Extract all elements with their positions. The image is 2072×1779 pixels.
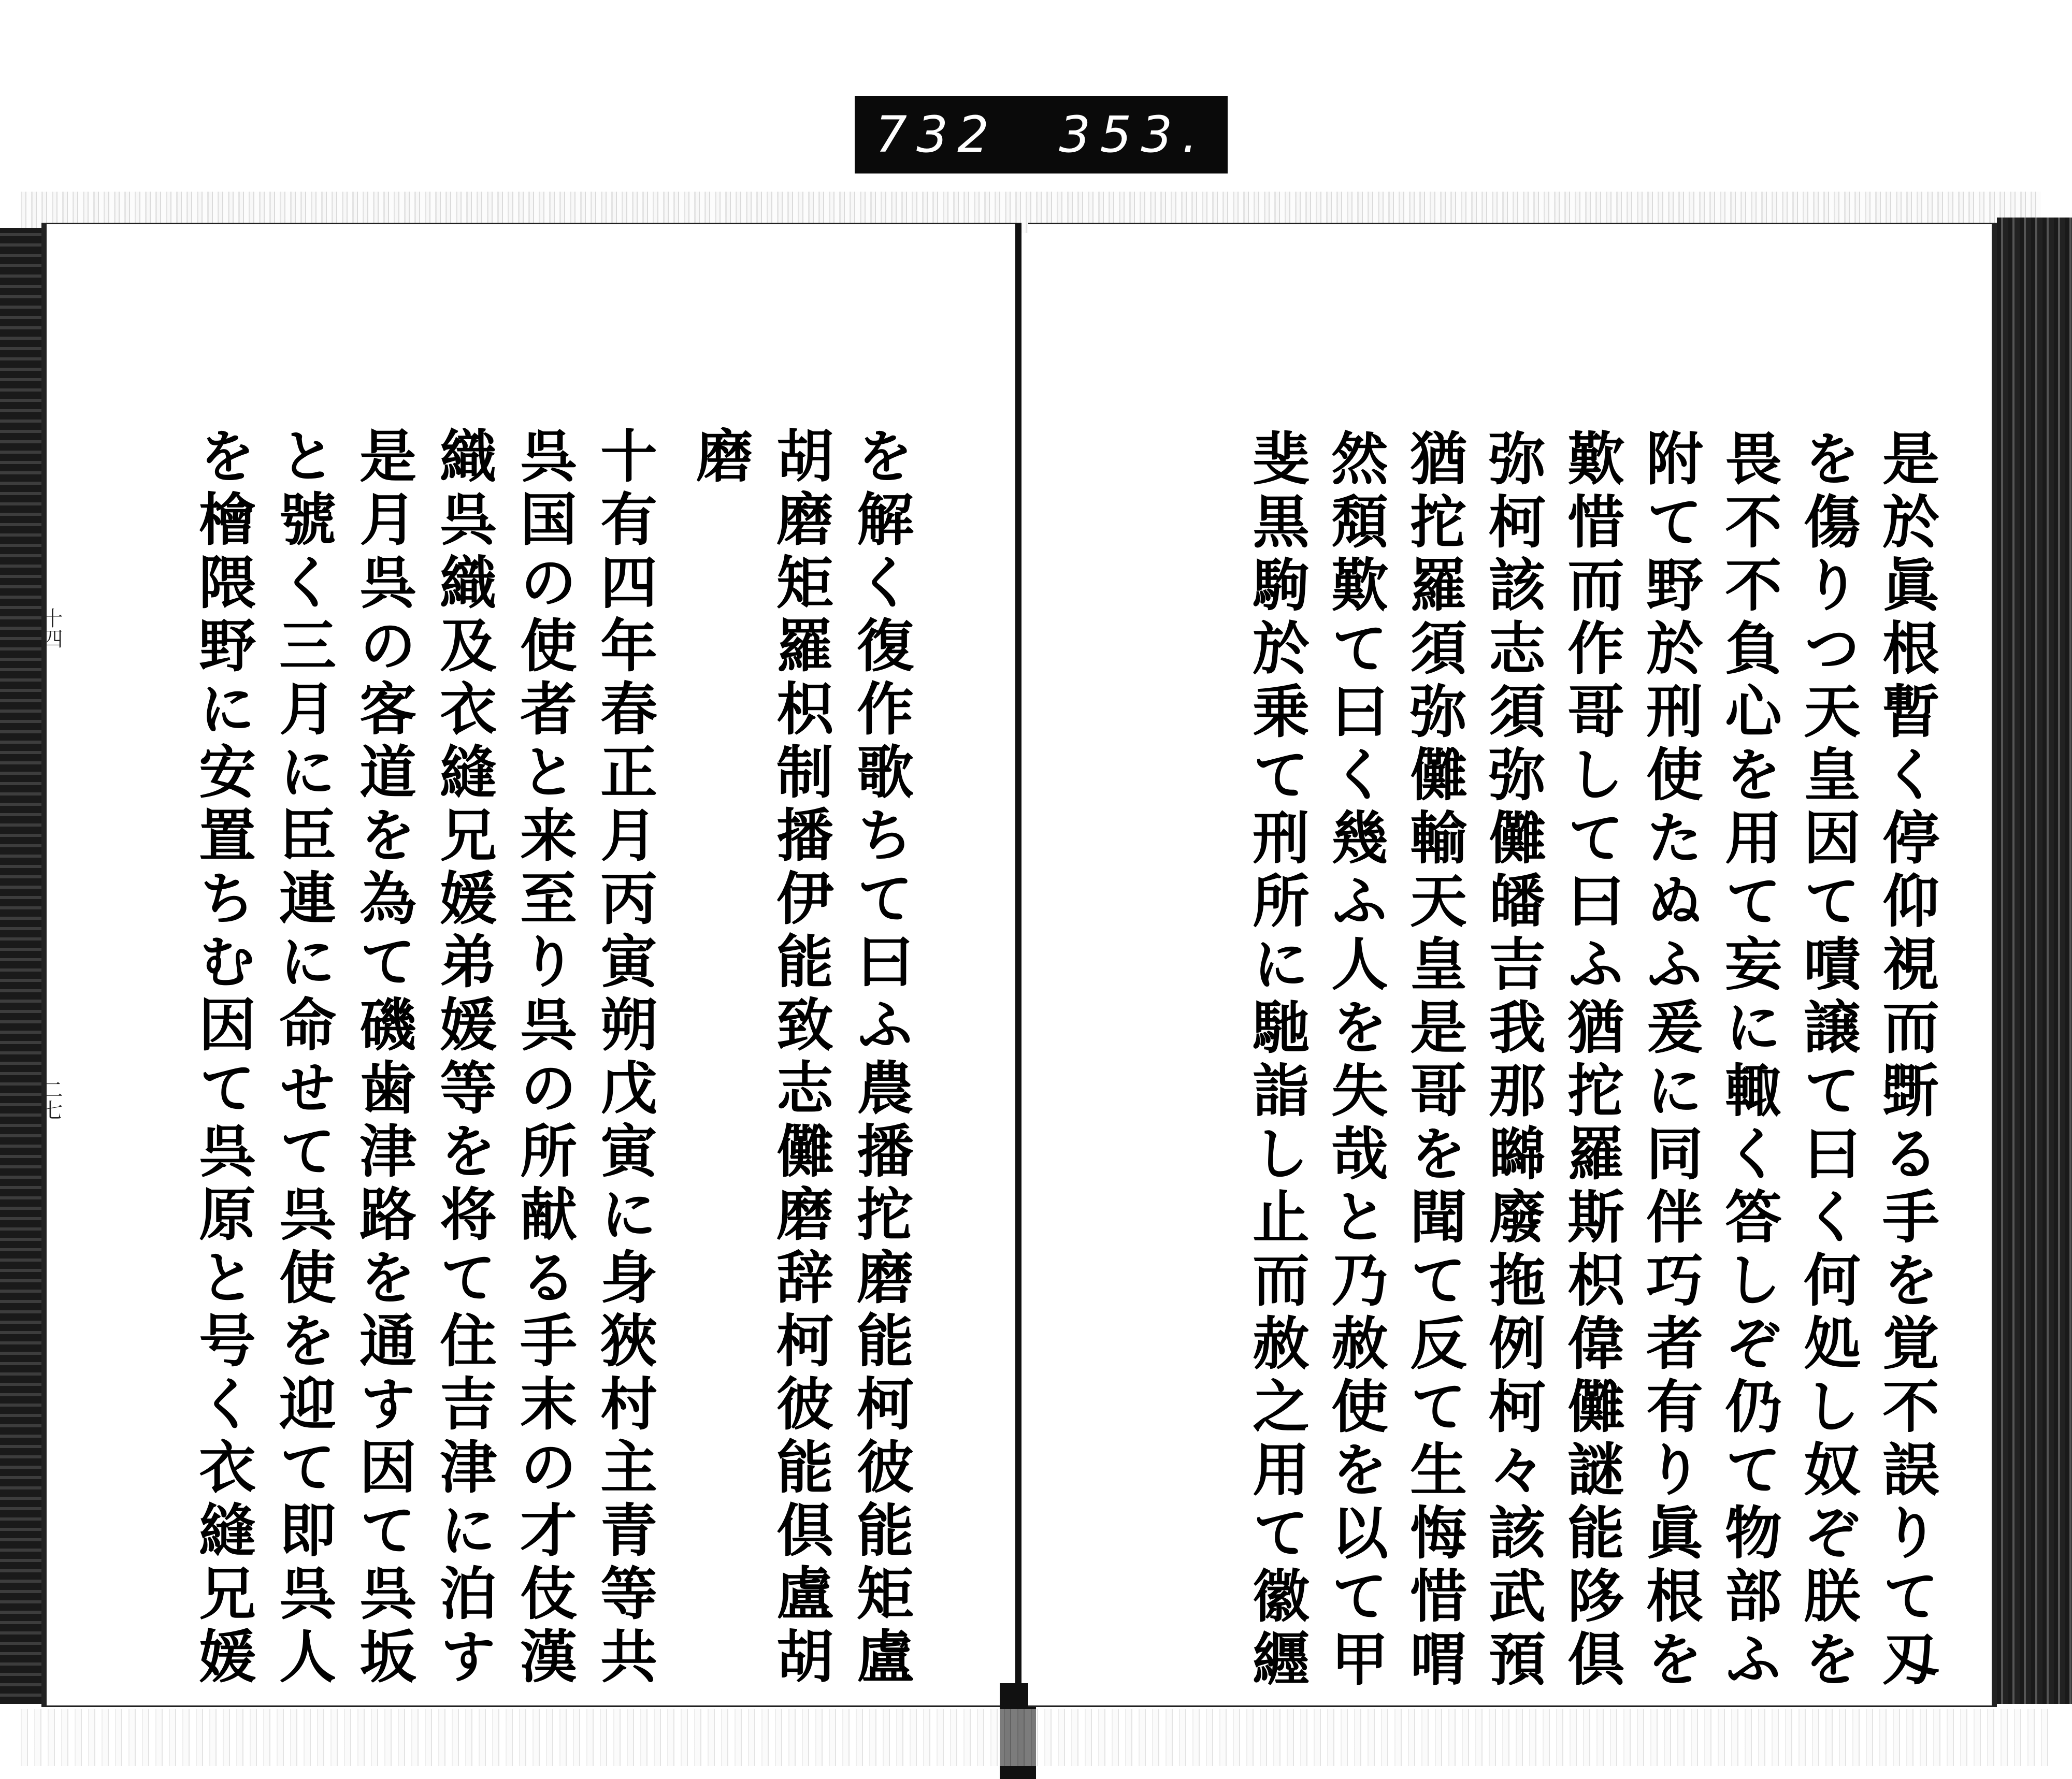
book-edge-right — [1997, 218, 2072, 1704]
right-col-1: 是於眞根暫く停仰視而斲る手を覚不誤りて刄 — [1873, 429, 1940, 1693]
left-col-1: を解く復作歌ちて曰ふ農播拕磨能柯彼能矩盧 — [847, 426, 914, 1690]
right-page — [1028, 223, 1997, 1707]
margin-number-middle: 二七 — [39, 1079, 63, 1120]
book-edge-left — [0, 228, 41, 1704]
book-spine — [1015, 223, 1021, 1704]
right-col-9: 斐黒駒於乗て刑所に馳詣し止而赦之用て徽纒 — [1243, 429, 1310, 1693]
scan-noise-bottom — [21, 1709, 2051, 1766]
right-col-3: 畏不不負心を用て妄に輙く答しぞ仍て物部ふ — [1716, 429, 1782, 1693]
left-col-3: 磨 — [687, 426, 754, 489]
left-page — [41, 223, 1020, 1707]
right-col-5: 歎惜而作哥して曰ふ猶拕羅斯枳偉儺謎能陊倶 — [1558, 429, 1625, 1693]
left-col-7: 是月呉の客道を為て磯歯津路を通す因て呉坂 — [350, 426, 417, 1690]
left-col-2: 胡磨矩羅枳制播伊能致志儺磨辞柯彼能倶盧胡 — [767, 426, 834, 1690]
margin-number-top: 十四 — [39, 608, 63, 649]
left-col-5: 呉国の使者と来至り呉の所献る手末の才伎漢 — [511, 426, 578, 1690]
right-col-8: 然頽歎て曰く幾ふ人を失哉と乃赦使を以て甲 — [1322, 429, 1389, 1693]
right-col-2: を傷りつ天皇因て嘖譲て曰く何処し奴ぞ朕を — [1794, 429, 1861, 1693]
right-col-4: 附て野於刑使たぬふ爰に同伴巧者有り眞根を — [1637, 429, 1704, 1693]
call-number-label — [855, 96, 1228, 173]
left-col-8: と號く三月に臣連に命せて呉使を迎て即呉人 — [270, 426, 337, 1690]
right-col-6: 弥柯該志須弥儺皤吉我那矊廢拖例柯々該武預 — [1479, 429, 1546, 1693]
call-number-right: 353. — [1059, 106, 1207, 164]
left-col-9: を檜隈野に安置ちむ因て呉原と号く衣縫兄媛 — [190, 426, 256, 1690]
right-col-7: 猶拕羅須弥儺輸天皇是哥を聞て反て生悔惜喟 — [1401, 429, 1467, 1693]
left-col-6: 織呉織及衣縫兄媛弟媛等を将て住吉津に泊す — [430, 426, 497, 1690]
call-number-left: 732 — [875, 106, 999, 164]
left-col-4: 十有四年春正月丙寅朔戊寅に身狹村主青等共 — [591, 426, 658, 1690]
